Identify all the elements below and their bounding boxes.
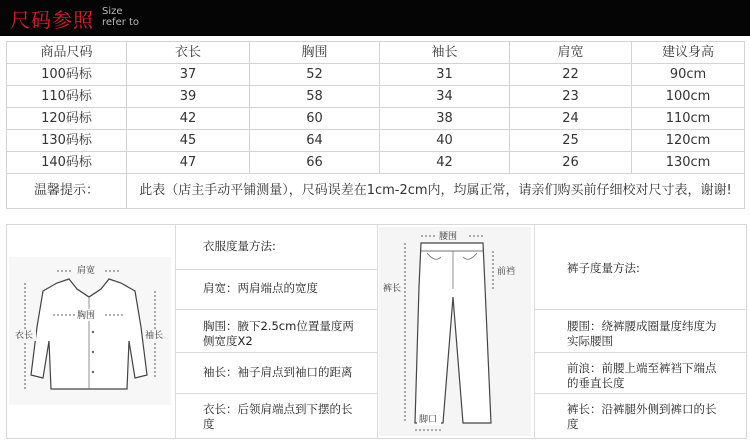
table-cell: 37: [127, 64, 250, 86]
pants-item-waist: 腰围：绕裤腰成圈量度纬度为实际腰围: [567, 319, 717, 348]
table-row: [7, 108, 745, 130]
column-header: 商品尺码: [7, 42, 127, 64]
shirt-method-title: 衣服度量方法:: [203, 239, 276, 253]
table-cell: 58: [250, 86, 380, 108]
table-cell: 34: [380, 86, 510, 108]
divider: [175, 393, 377, 394]
table-row: [7, 130, 745, 152]
table-cell: 52: [250, 64, 380, 86]
column-header: 袖长: [380, 42, 510, 64]
divider: [534, 309, 746, 310]
diagram-label-shoulder: 肩宽: [77, 266, 96, 276]
tip-text: 此表（店主手动平铺测量），尺码误差在1cm-2cm内，均属正常，请亲们购买前仔细校对尺寸表，谢谢!: [127, 174, 745, 209]
tip-row: [7, 174, 745, 209]
shirt-diagram: [9, 257, 171, 405]
pants-item-length: 裤长：沿裤腿外侧到裤口的长度: [567, 402, 717, 431]
shirt-item-chest: 胸围：腋下2.5cm位置量度两侧宽度X2: [203, 319, 354, 348]
table-cell: 45: [127, 130, 250, 152]
divider: [534, 352, 746, 353]
table-cell: 66: [250, 152, 380, 174]
header-subtitle-line1: Size: [102, 6, 123, 17]
table-cell: 40: [380, 130, 510, 152]
divider: [175, 352, 377, 353]
table-cell: 47: [127, 152, 250, 174]
tip-label: 温馨提示：: [7, 174, 127, 209]
divider: [175, 309, 377, 310]
pants-method-title: 裤子度量方法:: [567, 261, 640, 275]
table-cell: 120码标: [7, 108, 127, 130]
shirt-item-length: 衣长：后领肩端点到下摆的长度: [203, 402, 353, 431]
size-table: [6, 41, 745, 209]
table-cell: 23: [510, 86, 632, 108]
table-cell: 100码标: [7, 64, 127, 86]
divider: [377, 225, 378, 438]
divider: [175, 269, 377, 270]
table-row: [7, 64, 745, 86]
diagram-label-length: 衣长: [15, 331, 34, 341]
shirt-item-sleeve: 袖长：袖子肩点到袖口的距离: [203, 365, 353, 379]
table-cell: 60: [250, 108, 380, 130]
diagram-label-waist: 腰围: [439, 232, 458, 242]
table-cell: 90cm: [632, 64, 745, 86]
table-row: [7, 152, 745, 174]
divider: [534, 393, 746, 394]
table-cell: 24: [510, 108, 632, 130]
measurement-panel: [6, 224, 747, 439]
column-header: 建议身高: [632, 42, 745, 64]
column-header: 衣长: [127, 42, 250, 64]
table-cell: 64: [250, 130, 380, 152]
table-cell: 25: [510, 130, 632, 152]
header-subtitle-line2: refer to: [102, 17, 140, 28]
table-cell: 130码标: [7, 130, 127, 152]
shirt-item-shoulder: 肩宽：两肩端点的宽度: [203, 281, 318, 295]
table-cell: 42: [380, 152, 510, 174]
table-cell: 39: [127, 86, 250, 108]
diagram-label-rise: 前裆: [497, 267, 516, 277]
table-cell: 110码标: [7, 86, 127, 108]
divider: [534, 225, 535, 438]
table-cell: 130cm: [632, 152, 745, 174]
table-cell: 38: [380, 108, 510, 130]
header-bar: [0, 0, 750, 36]
diagram-label-hem: 脚口: [419, 415, 438, 425]
table-cell: 42: [127, 108, 250, 130]
column-header: 胸围: [250, 42, 380, 64]
table-cell: 100cm: [632, 86, 745, 108]
table-cell: 22: [510, 64, 632, 86]
page-title: 尺码参照: [10, 8, 94, 32]
diagram-label-pants-length: 裤长: [383, 284, 402, 294]
diagram-label-sleeve: 袖长: [145, 331, 164, 341]
table-header-row: [7, 42, 745, 64]
diagram-label-chest: 胸围: [77, 311, 96, 321]
divider: [175, 225, 176, 438]
pants-item-rise: 前浪：前腰上端至裤裆下端点的垂直长度: [567, 361, 717, 390]
table-cell: 31: [380, 64, 510, 86]
pants-diagram: [379, 227, 531, 436]
table-cell: 26: [510, 152, 632, 174]
column-header: 肩宽: [510, 42, 632, 64]
table-row: [7, 86, 745, 108]
table-cell: 110cm: [632, 108, 745, 130]
table-cell: 140码标: [7, 152, 127, 174]
table-cell: 120cm: [632, 130, 745, 152]
